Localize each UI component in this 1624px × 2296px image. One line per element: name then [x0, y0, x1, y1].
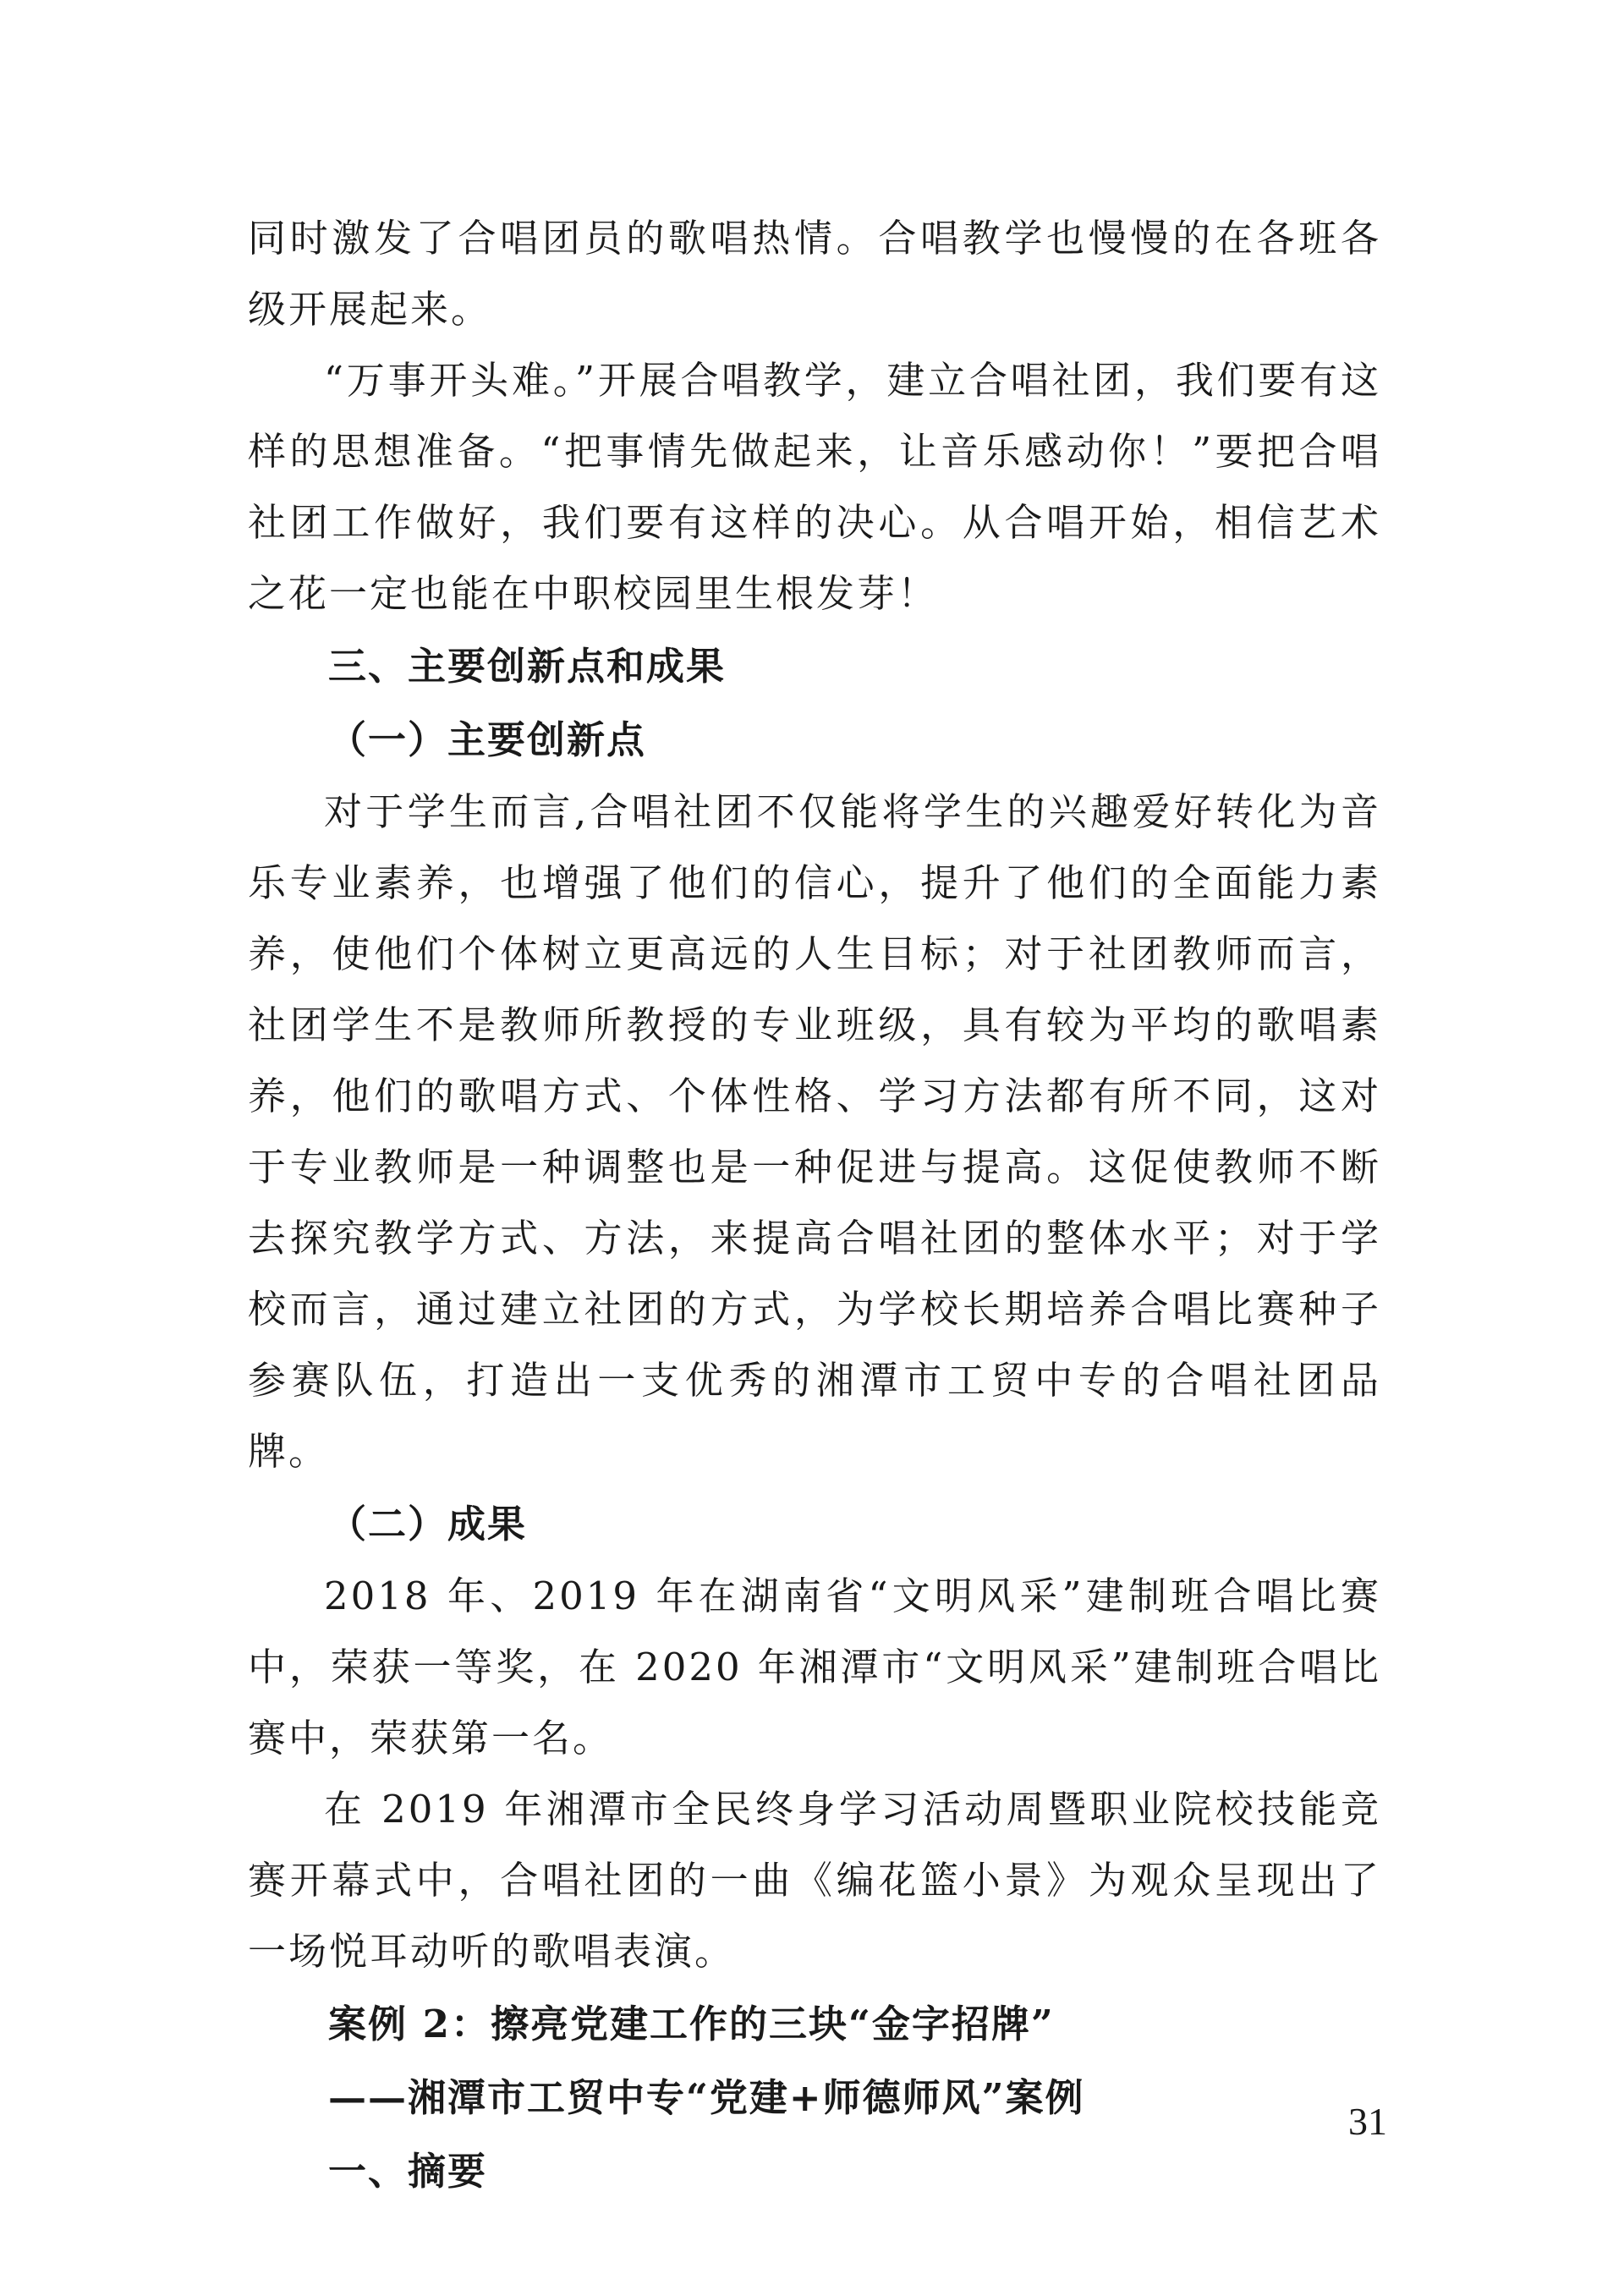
page-number: 31 [1348, 2100, 1387, 2143]
subsection-heading-innovation: （一）主要创新点 [328, 717, 647, 762]
paragraph-continuation: 同时激发了合唱团员的歌唱热情。合唱教学也慢慢的在各班各级开展起来。 [248, 216, 1381, 332]
page-content [248, 203, 1381, 2208]
section-heading-abstract: 一、摘要 [328, 2149, 488, 2194]
case-heading: 案例 2：擦亮党建工作的三块“金字招牌” [328, 2002, 1055, 2046]
paragraph-awards: 2018 年、2019 年在湖南省“文明风采”建制班合唱比赛中，荣获一等奖，在 2020 年湘潭市“文明风采”建制班合唱比赛中，荣获第一名。 [248, 1574, 1381, 1760]
paragraph-innovation-details: 对于学生而言,合唱社团不仅能将学生的兴趣爱好转化为音乐专业素养，也增强了他们的信心，提升了他们的全面能力素养，使他们个体树立更高远的人生目标；对于社团教师而言，社团学生不是教师所教授的专业班级，具有较为平均的歌唱素养，他们的歌唱方式、个体性格、学习方法都有所不同，这对于专业教师是一种调整也是一种促进与提高。这促使教师不断去探究教学方式、方法，来提高合唱社团的整体水平；对于学校而言，通过建立社团的方式，为学校长期培养合唱比赛种子参赛队伍，打造出一支优秀的湘潭市工贸中专的合唱社团品牌。 [248, 789, 1381, 1474]
case-subtitle: ——湘潭市工贸中专“党建+师德师风”案例 [328, 2075, 1085, 2120]
subsection-heading-results: （二）成果 [328, 1502, 528, 1546]
paragraph-choir-determination: “万事开头难。”开展合唱教学，建立合唱社团，我们要有这样的思想准备。“把事情先做起来，让音乐感动你！”要把合唱社团工作做好，我们要有这样的决心。从合唱开始，相信艺术之花一定也能在中职校园里生根发芽！ [248, 358, 1381, 616]
section-heading-innovation-results: 三、主要创新点和成果 [328, 644, 727, 689]
paragraph-performance: 在 2019 年湘潭市全民终身学习活动周暨职业院校技能竞赛开幕式中，合唱社团的一曲《编花篮小景》为观众呈现出了一场悦耳动听的歌唱表演。 [248, 1787, 1381, 1974]
